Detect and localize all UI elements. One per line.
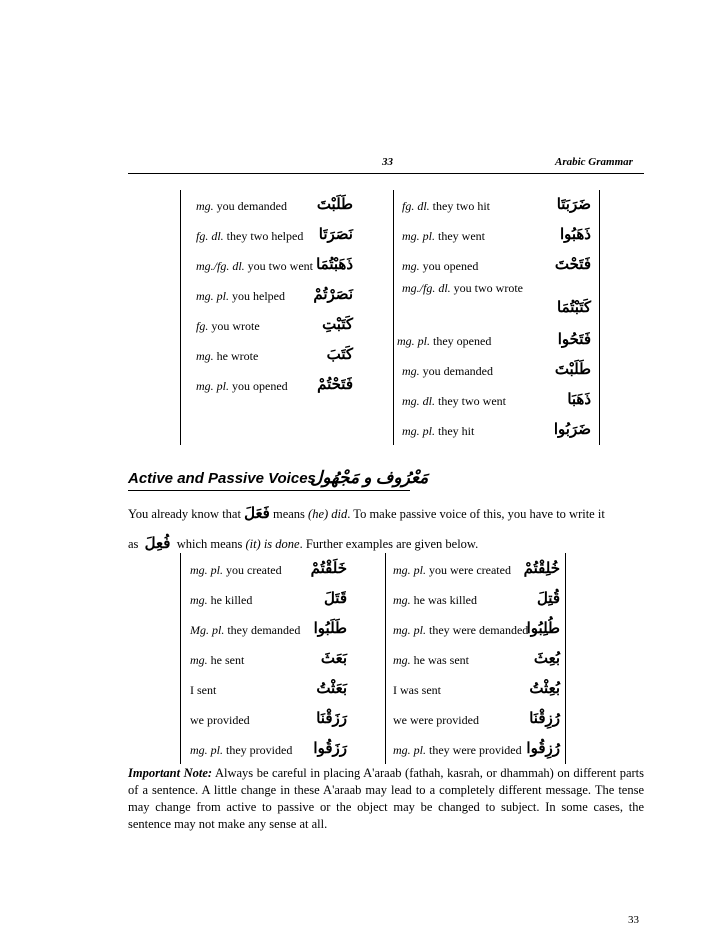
table2-passive-arabic: خُلِقْتُمْ [523, 561, 560, 577]
table2-passive-row: mg. pl. they were demanded [393, 623, 529, 637]
table2-passive-arabic: بُعِثْتُ [529, 681, 560, 697]
table2-passive-arabic: رُزِقْنَا [529, 711, 560, 727]
table1-left-row: mg. pl. you opened [196, 379, 288, 393]
table1-right-row: mg. pl. they opened [397, 334, 492, 348]
table1-right-arabic: ذَهَبُوا [559, 227, 591, 243]
table1-left-row: fg. you wrote [196, 319, 260, 333]
table1-left-row: fg. dl. they two helped [196, 229, 304, 243]
table1-left-rule [180, 190, 181, 445]
section-title: Active and Passive Voices [128, 470, 316, 487]
table1-left-arabic: كَتَبْتِ [322, 317, 353, 333]
table1-right-arabic: فَتَحُوا [557, 332, 591, 348]
table1-right-row: fg. dl. they two hit [402, 199, 490, 213]
table2-passive-arabic: رُزِقُوا [526, 741, 560, 757]
table1-right-row: mg. pl. they went [402, 229, 485, 243]
table2-passive-row: mg. pl. they were provided [393, 743, 522, 757]
important-note-text: Always be careful in placing A'araab (fathah, kasrah, or dhammah) on different parts of a sentence. A little change in these A'araab may lead to a completely different message. The tense may change from active to passive or the object may be changed to subject. In some cases, the sentence may not make any sense at all. [128, 766, 645, 831]
table2-active-row: mg. he killed [190, 593, 253, 607]
header-title: Arabic Grammar [555, 156, 633, 168]
table1-left-arabic: ذَهَبْتُمَا [316, 257, 353, 273]
table2-passive-arabic: طُلِبُوا [526, 621, 560, 637]
footer-page-number: 33 [628, 914, 639, 926]
table1-right-arabic: فَتَحْتَ [554, 257, 591, 273]
important-note-label: Important Note: [128, 766, 213, 780]
table2-active-arabic: قَتَلَ [323, 591, 347, 607]
table1-right-arabic: طَلَبْتَ [554, 362, 591, 378]
important-note [128, 765, 644, 833]
table1-left-row: mg. he wrote [196, 349, 259, 363]
intro-paragraph-line-1: You already know that فَعَلَ means (he) did. To make passive voice of this, you have to write it [128, 506, 605, 522]
table2-passive-row: I was sent [393, 683, 441, 697]
table1-left-arabic: طَلَبْتَ [316, 197, 353, 213]
table2-active-row: we provided [190, 713, 250, 727]
table1-right-arabic: كَتَبْتُمَا [557, 300, 591, 316]
table2-active-arabic: بَعَثْتُ [316, 681, 347, 697]
table2-passive-row: we were provided [393, 713, 479, 727]
table1-right-arabic: ضَرَبُوا [553, 422, 591, 438]
table1-left-row: mg./fg. dl. you two went [196, 259, 313, 273]
table1-right-row: mg. dl. they two went [402, 394, 506, 408]
table2-active-row: Mg. pl. they demanded [190, 623, 301, 637]
table2-right-rule [565, 553, 566, 764]
table2-active-row: I sent [190, 683, 217, 697]
table1-left-arabic: نَصَرَتَا [318, 227, 353, 243]
table2-active-row: mg. pl. they provided [190, 743, 293, 757]
table2-passive-arabic: بُعِثَ [533, 651, 560, 667]
table1-right-row: mg. you demanded [402, 364, 493, 378]
table2-active-arabic: خَلَقْتُمْ [310, 561, 347, 577]
table2-active-arabic: رَزَقُوا [313, 741, 347, 757]
table1-left-row: mg. pl. you helped [196, 289, 285, 303]
table2-passive-row: mg. pl. you were created [393, 563, 511, 577]
table1-middle-rule [393, 190, 394, 445]
intro-paragraph-line-2: as فُعِلَ which means (it) is done. Further examples are given below. [128, 536, 479, 552]
table1-left-arabic: كَتَبَ [326, 347, 353, 363]
table1-right-row: mg./fg. dl. you two wrote [402, 281, 523, 295]
table1-right-arabic: ذَهَبَا [567, 392, 591, 408]
table1-left-arabic: نَصَرْتُمْ [313, 287, 353, 303]
table2-left-rule [180, 553, 181, 764]
table2-active-row: mg. he sent [190, 653, 245, 667]
table2-passive-row: mg. he was sent [393, 653, 469, 667]
table2-active-arabic: رَزَقْنَا [316, 711, 347, 727]
table1-right-row: mg. pl. they hit [402, 424, 475, 438]
table1-left-arabic: فَتَحْتُمْ [317, 377, 353, 393]
table2-passive-arabic: قُتِلَ [536, 591, 560, 607]
table2-passive-row: mg. he was killed [393, 593, 477, 607]
section-title-arabic: مَعْرُوف و مَجْهُول [310, 468, 429, 487]
header-rule [128, 173, 644, 174]
table2-active-arabic: طَلَبُوا [313, 621, 347, 637]
table1-right-rule [599, 190, 600, 445]
section-title-underline [128, 490, 410, 491]
inline-arabic-word: فَعَلَ [244, 506, 270, 522]
inline-arabic-word: فُعِلَ [144, 536, 171, 552]
table2-active-arabic: بَعَثَ [320, 651, 347, 667]
table2-middle-rule [385, 553, 386, 764]
table1-right-row: mg. you opened [402, 259, 479, 273]
table1-right-arabic: ضَرَبَتَا [556, 197, 591, 213]
table2-active-row: mg. pl. you created [190, 563, 282, 577]
table1-left-row: mg. you demanded [196, 199, 287, 213]
header-page-number: 33 [382, 156, 393, 168]
